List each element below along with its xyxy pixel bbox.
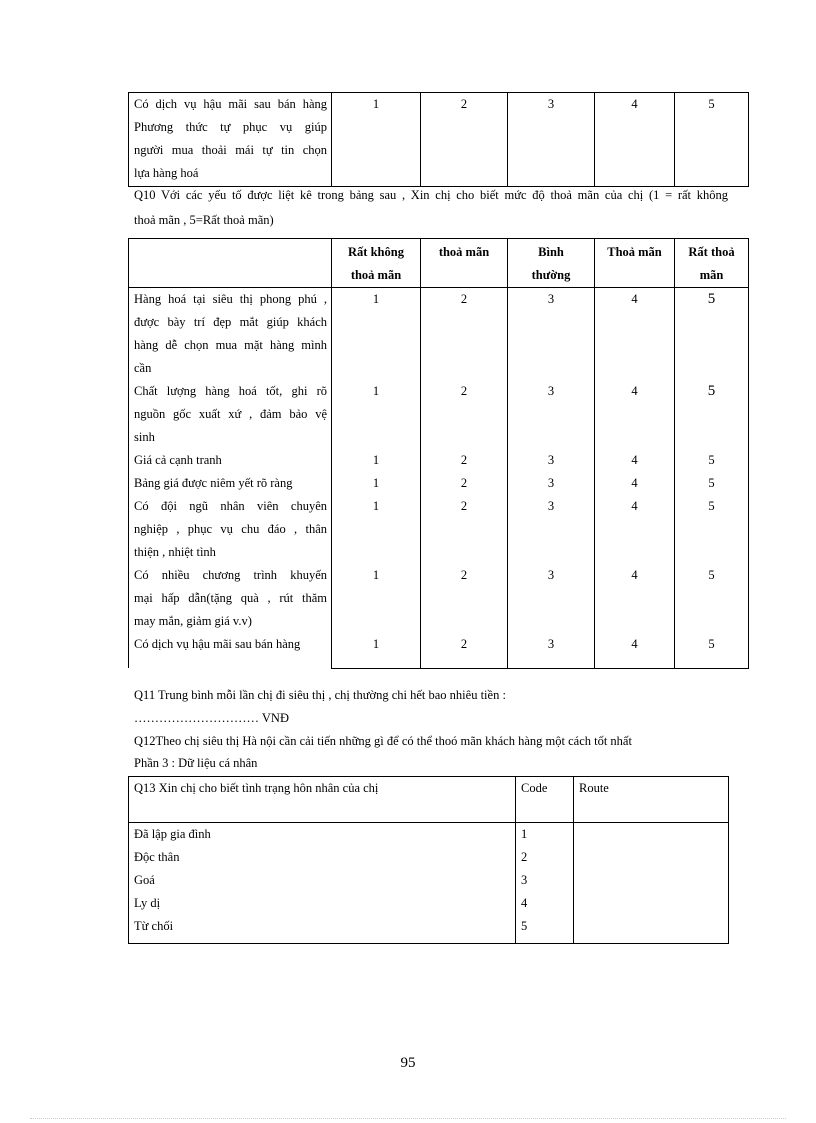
route-header: Route <box>574 777 729 823</box>
q10-question-line2: thoả mãn , 5=Rất thoả mãn) <box>134 213 274 227</box>
q12-question: Q12Theo chị siêu thị Hà nội cần cải tiến những gì để có thể thoó mãn khách hàng một cách tốt nhất <box>134 734 632 748</box>
score-column-2: 2 2 2 2 2 2 2 <box>421 288 508 669</box>
table-row <box>129 823 729 944</box>
score-column-1: 1 1 1 1 1 1 1 <box>332 288 421 669</box>
q13-codes: 1 2 3 4 5 <box>516 823 574 944</box>
header-empty <box>129 239 332 288</box>
q11-question: Q11 Trung bình mỗi lần chị đi siêu thị , chị thường chi hết bao nhiêu tiền : <box>134 688 506 702</box>
score-cell: 2 <box>421 93 508 187</box>
score-cell: 4 <box>595 93 675 187</box>
q13-route <box>574 823 729 944</box>
header-satisfied: Thoả mãn <box>595 239 675 288</box>
top-table <box>128 92 749 187</box>
table-header-row <box>129 777 729 823</box>
page-bottom-divider <box>30 1118 786 1119</box>
q11-answer-line: ………………………… VNĐ <box>134 711 289 725</box>
code-header: Code <box>516 777 574 823</box>
part3-title: Phần 3 : Dữ liệu cá nhân <box>134 756 258 770</box>
option: Đã lập gia đình <box>134 827 211 841</box>
header-very-satisfied: Rất thoả mãn <box>675 239 749 288</box>
score-column-4: 4 4 4 4 4 4 4 <box>595 288 675 669</box>
score-cell: 1 <box>332 93 421 187</box>
table-row <box>129 93 749 187</box>
table-header-row <box>129 239 749 288</box>
option: Độc thân <box>134 850 180 864</box>
option: Ly dị <box>134 896 161 910</box>
table-row <box>129 288 749 669</box>
score-cell: 5 <box>675 93 749 187</box>
row-label: Có dịch vụ hậu mãi sau bán hàng Phương thức tự phục vụ giúp người mua thoải mái tự tin chọn lựa hàng hoá <box>129 93 332 187</box>
header-neutral: Bình thường <box>508 239 595 288</box>
header-very-unsatisfied: Rất không thoả mãn <box>332 239 421 288</box>
option: Từ chối <box>134 919 174 933</box>
q10-question-line1: Q10 Với các yếu tố được liệt kê trong bảng sau , Xin chị cho biết mức độ thoả mãn của chị (1 = rất không <box>134 188 728 202</box>
header-unsatisfied: thoả mãn <box>421 239 508 288</box>
q13-options <box>129 823 516 944</box>
score-column-3: 3 3 3 3 3 3 3 <box>508 288 595 669</box>
q13-table <box>128 776 729 944</box>
score-column-5: 5 5 5 5 5 5 5 <box>675 288 749 669</box>
score-cell: 3 <box>508 93 595 187</box>
factor-label: Hàng hoá tại siêu thị phong phú , được bày trí đẹp mắt giúp khách hàng dễ chọn mua mặt hàng mình cần Chất lượng hàng hoá tốt, ghi rõ nguồn gốc xuất xứ , đảm bảo vệ sinh Giá cả cạnh tranh Bảng giá được niêm yết rõ ràng Có đội ngũ nhân viên chuyên nghiệp , phục vụ chu đáo , thân thiện , nhiệt tình Có nhiều chương trình khuyến mại hấp dẫn(tặng quà , rút thăm may mắn, giảm giá v.v) Có dịch vụ hậu mãi sau bán hàng <box>129 288 332 669</box>
q13-question: Q13 Xin chị cho biết tình trạng hôn nhân của chị <box>129 777 516 823</box>
option: Goá <box>134 873 155 887</box>
page-number: 95 <box>400 1055 416 1071</box>
q10-table <box>128 238 749 669</box>
